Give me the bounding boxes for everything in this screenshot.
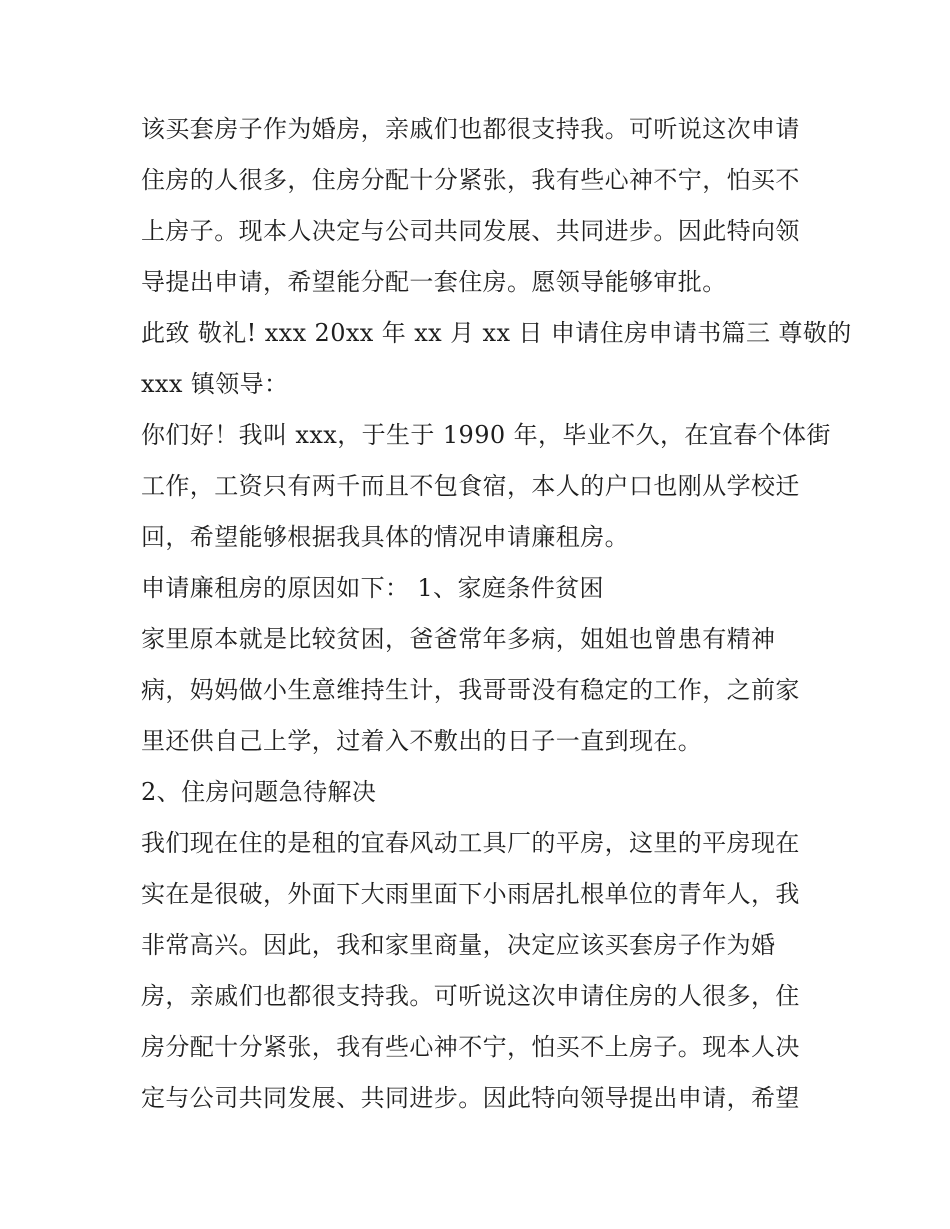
text-line: 2、住房问题急待解决 [141, 778, 377, 806]
text-line: 你们好！我叫 xxx，于生于 1990 年，毕业不久，在宜春个体街 [141, 421, 831, 449]
text-line: 实在是很破，外面下大雨里面下小雨居扎根单位的青年人，我 [141, 880, 800, 908]
text-line: xxx 镇领导： [141, 370, 289, 398]
text-line: 房分配十分紧张，我有些心神不宁，怕买不上房子。现本人决 [141, 1033, 800, 1061]
text-line: 里还供自己上学，过着入不敷出的日子一直到现在。 [141, 727, 703, 755]
text-line: 房，亲戚们也都很支持我。可听说这次申请住房的人很多，住 [141, 982, 800, 1010]
text-line: 导提出申请，希望能分配一套住房。愿领导能够审批。 [141, 268, 727, 296]
document-body [141, 104, 852, 1124]
text-line: 定与公司共同发展、共同进步。因此特向领导提出申请，希望 [141, 1084, 800, 1112]
text-line: 我们现在住的是租的宜春风动工具厂的平房，这里的平房现在 [141, 829, 800, 857]
text-line: 病，妈妈做小生意维持生计，我哥哥没有稳定的工作，之前家 [141, 676, 800, 704]
text-line: 非常高兴。因此，我和家里商量，决定应该买套房子作为婚 [141, 931, 776, 959]
text-line: 家里原本就是比较贫困，爸爸常年多病，姐姐也曾患有精神 [141, 625, 776, 653]
text-line: 住房的人很多，住房分配十分紧张，我有些心神不宁，怕买不 [141, 166, 800, 194]
text-line: 申请廉租房的原因如下： 1、家庭条件贫困 [141, 574, 604, 602]
text-line: 此致 敬礼! xxx 20xx 年 xx 月 xx 日 申请住房申请书篇三 尊敬的 [141, 319, 852, 347]
text-line: 回，希望能够根据我具体的情况申请廉租房。 [141, 523, 629, 551]
text-line: 上房子。现本人决定与公司共同发展、共同进步。因此特向领 [141, 217, 800, 245]
text-line: 该买套房子作为婚房，亲戚们也都很支持我。可听说这次申请 [141, 115, 800, 143]
text-line: 工作，工资只有两千而且不包食宿，本人的户口也刚从学校迁 [141, 472, 800, 500]
